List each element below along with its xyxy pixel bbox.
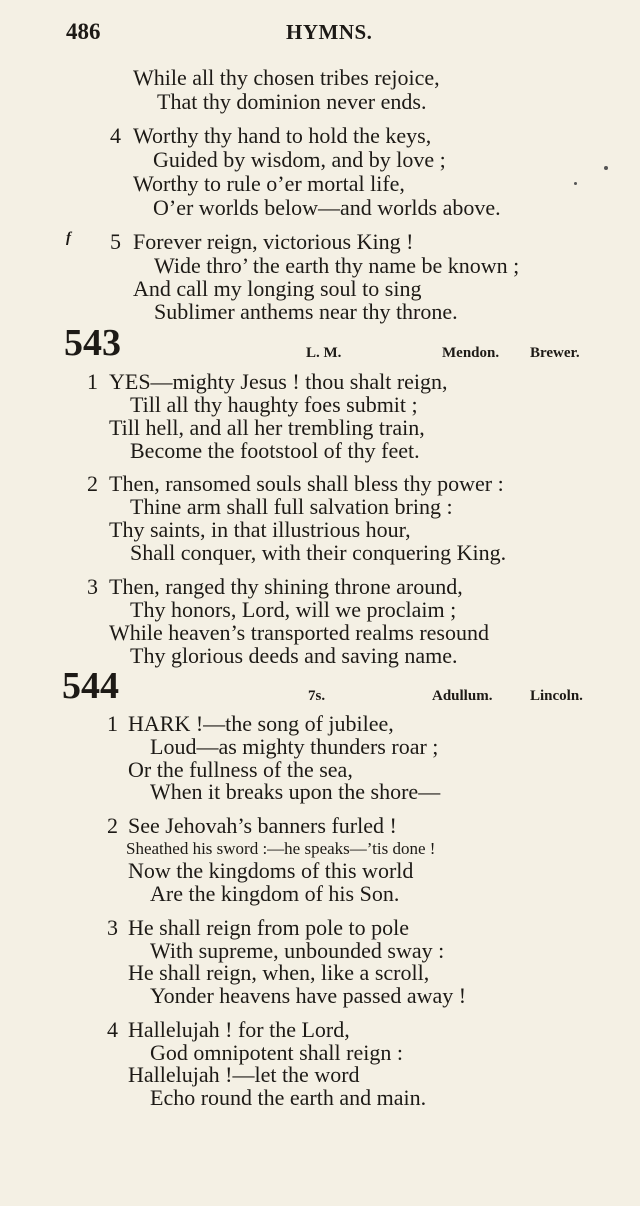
stanza-number: 2: [107, 813, 118, 838]
verse-line: When it breaks upon the shore—: [150, 779, 441, 804]
hymn-number: 543: [64, 322, 121, 364]
hymn-composer: Brewer.: [530, 345, 580, 361]
verse-line: Worthy thy hand to hold the keys,: [133, 123, 432, 148]
verse-line: Thy saints, in that illustrious hour,: [109, 517, 411, 542]
hymn-tune: Adullum.: [432, 688, 493, 704]
verse-line: Sheathed his sword :—he speaks—’tis done !: [126, 839, 436, 858]
verse-line: Till all thy haughty foes submit ;: [130, 392, 418, 417]
verse-line: Thy glorious deeds and saving name.: [130, 643, 458, 668]
page-number: 486: [66, 19, 101, 44]
verse-line: Thy honors, Lord, will we proclaim ;: [130, 597, 457, 622]
stanza-number: 2: [87, 471, 98, 496]
hymn-tune: Mendon.: [442, 345, 500, 361]
verse-line: HARK !—the song of jubilee,: [128, 711, 394, 736]
verse-line: Then, ranged thy shining throne around,: [109, 574, 463, 599]
dynamic-mark: f: [66, 230, 71, 246]
verse-line: Echo round the earth and main.: [150, 1085, 427, 1110]
hymn-meter: L. M.: [306, 345, 342, 361]
verse-line: Shall conquer, with their conquering King.: [130, 540, 507, 565]
verse-line: Worthy to rule o’er mortal life,: [133, 171, 405, 196]
verse-line: While heaven’s transported realms resound: [109, 620, 489, 645]
stanza-number: 5: [110, 229, 121, 254]
verse-line: Till hell, and all her trembling train,: [109, 415, 425, 440]
verse-line: Loud—as mighty thunders roar ;: [150, 734, 439, 759]
stanza-number: 3: [87, 574, 98, 599]
hymn-meter: 7s.: [308, 688, 326, 704]
verse-line: That thy dominion never ends.: [157, 89, 427, 114]
verse-line: God omnipotent shall reign :: [150, 1040, 403, 1065]
verse-line: Then, ransomed souls shall bless thy power :: [109, 471, 504, 496]
verse-line: Hallelujah !—let the word: [128, 1062, 360, 1087]
hymn-composer: Lincoln.: [530, 688, 583, 704]
verse-line: YES—mighty Jesus ! thou shalt reign,: [109, 369, 448, 394]
ink-speck: [604, 166, 608, 170]
verse-line: Become the footstool of thy feet.: [130, 438, 420, 463]
stanza-number: 1: [107, 711, 118, 736]
verse-line: Wide thro’ the earth thy name be known ;: [154, 253, 520, 278]
running-title: HYMNS.: [286, 20, 373, 44]
hymn-number: 544: [62, 665, 119, 707]
verse-line: Or the fullness of the sea,: [128, 757, 353, 782]
verse-line: See Jehovah’s banners furled !: [128, 813, 397, 838]
verse-line: While all thy chosen tribes rejoice,: [133, 65, 440, 90]
verse-line: O’er worlds below—and worlds above.: [153, 195, 501, 220]
ink-speck: [574, 182, 577, 185]
stanza-number: 4: [107, 1017, 118, 1042]
verse-line: Guided by wisdom, and by love ;: [153, 147, 446, 172]
verse-line: Now the kingdoms of this world: [128, 858, 414, 883]
verse-line: Are the kingdom of his Son.: [150, 881, 400, 906]
verse-line: Hallelujah ! for the Lord,: [128, 1017, 350, 1042]
verse-line: And call my longing soul to sing: [133, 276, 422, 301]
verse-line: With supreme, unbounded sway :: [150, 938, 445, 963]
verse-line: Sublimer anthems near thy throne.: [154, 299, 458, 324]
verse-line: Yonder heavens have passed away !: [150, 983, 467, 1008]
stanza-number: 1: [87, 369, 98, 394]
stanza-number: 3: [107, 915, 118, 940]
verse-line: He shall reign, when, like a scroll,: [128, 960, 430, 985]
verse-line: He shall reign from pole to pole: [128, 915, 410, 940]
verse-line: Forever reign, victorious King !: [133, 229, 414, 254]
verse-line: Thine arm shall full salvation bring :: [130, 494, 453, 519]
stanza-number: 4: [110, 123, 121, 148]
